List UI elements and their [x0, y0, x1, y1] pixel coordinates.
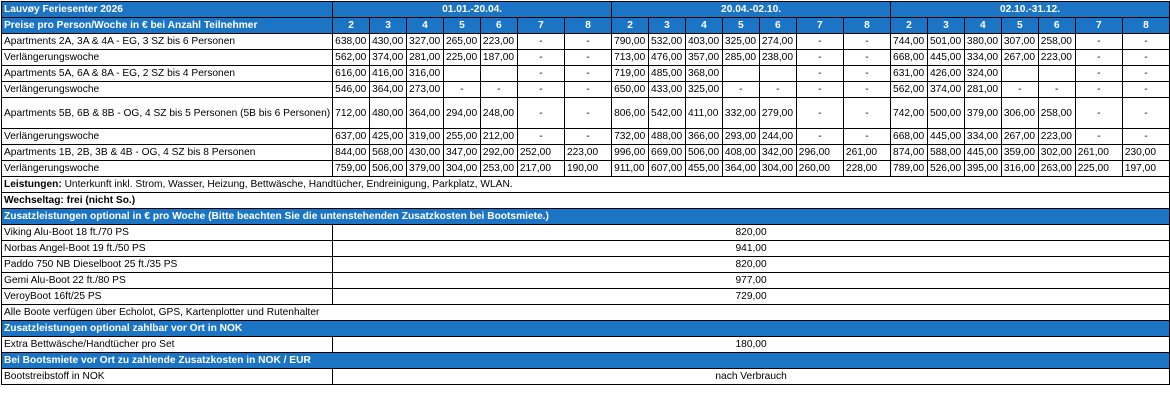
price-cell: 306,00 [1001, 98, 1038, 129]
price-cell: 430,00 [370, 34, 407, 50]
price-cell: - [796, 129, 843, 145]
price-cell: 342,00 [759, 145, 796, 161]
price-cell: 368,00 [685, 66, 722, 82]
price-cell: - [443, 82, 480, 98]
boat-price: 941,00 [333, 241, 1170, 257]
price-cell: - [1075, 34, 1122, 50]
boat-price: 820,00 [333, 257, 1170, 273]
price-cell: 281,00 [407, 50, 444, 66]
person-count-header: 3 [649, 18, 686, 34]
price-cell: 304,00 [443, 161, 480, 177]
price-row [2, 66, 1170, 82]
person-count-header: 4 [407, 18, 444, 34]
price-cell: 506,00 [685, 145, 722, 161]
price-cell: - [796, 34, 843, 50]
price-cell [1038, 66, 1075, 82]
person-count-header: 6 [480, 18, 517, 34]
price-cell: - [1122, 34, 1169, 50]
price-cell: 316,00 [1001, 161, 1038, 177]
boats-header-row [2, 209, 1170, 225]
apartment-label: Apartments 5B, 6B & 8B - OG, 4 SZ bis 5 Personen (5B bis 6 Personen) [2, 98, 333, 129]
apartment-label: Verlängerungswoche [2, 161, 333, 177]
price-cell: - [1075, 66, 1122, 82]
price-cell: 485,00 [649, 66, 686, 82]
price-cell: 379,00 [964, 98, 1001, 129]
boat-name: Viking Alu-Boot 18 ft./70 PS [2, 225, 333, 241]
price-cell: - [517, 82, 564, 98]
price-cell: 669,00 [649, 145, 686, 161]
price-cell: 325,00 [722, 34, 759, 50]
price-cell: 248,00 [480, 98, 517, 129]
season-header: 20.04.-02.10. [612, 2, 891, 18]
wechseltag-label: Wechseltag: [4, 195, 64, 206]
price-cell: 267,00 [1001, 50, 1038, 66]
price-cell: 488,00 [649, 129, 686, 145]
price-cell: 225,00 [1075, 161, 1122, 177]
season-header: 01.01.-20.04. [333, 2, 612, 18]
price-cell: 445,00 [927, 50, 964, 66]
price-cell: 265,00 [443, 34, 480, 50]
apartment-label: Verlängerungswoche [2, 50, 333, 66]
price-cell: 258,00 [1038, 98, 1075, 129]
wechseltag-row [2, 193, 1170, 209]
price-cell: 911,00 [612, 161, 649, 177]
price-cell: 526,00 [927, 161, 964, 177]
price-cell: 395,00 [964, 161, 1001, 177]
price-cell: 334,00 [964, 129, 1001, 145]
price-cell: 374,00 [927, 82, 964, 98]
price-cell: 732,00 [612, 129, 649, 145]
person-count-header: 4 [685, 18, 722, 34]
boat-price: 820,00 [333, 225, 1170, 241]
boat-price: 729,00 [333, 289, 1170, 305]
price-cell: 874,00 [891, 145, 928, 161]
price-cell: 425,00 [370, 129, 407, 145]
price-cell: - [480, 82, 517, 98]
price-cell: 506,00 [370, 161, 407, 177]
price-cell: - [564, 66, 611, 82]
price-cell: 562,00 [891, 82, 928, 98]
price-cell: - [843, 129, 890, 145]
apartment-label: Apartments 1B, 2B, 3B & 4B - OG, 4 SZ bis 8 Personen [2, 145, 333, 161]
price-cell: 806,00 [612, 98, 649, 129]
extra-header: Bei Bootsmiete vor Ort zu zahlende Zusatzkosten in NOK / EUR [2, 353, 1170, 369]
price-cell: - [1122, 66, 1169, 82]
price-cell: 334,00 [964, 50, 1001, 66]
price-cell: 546,00 [333, 82, 370, 98]
boat-row [2, 257, 1170, 273]
price-cell [480, 66, 517, 82]
apartment-label: Verlängerungswoche [2, 82, 333, 98]
price-cell: 302,00 [1038, 145, 1075, 161]
boat-name: Norbas Angel-Boot 19 ft./50 PS [2, 241, 333, 257]
leistungen-label: Leistungen: [4, 179, 62, 190]
price-cell: 357,00 [685, 50, 722, 66]
wechseltag-text: frei (nicht So.) [66, 195, 136, 206]
price-cell: 742,00 [891, 98, 928, 129]
person-count-header: 5 [443, 18, 480, 34]
price-cell: 476,00 [649, 50, 686, 66]
price-cell: 261,00 [1075, 145, 1122, 161]
price-cell: 244,00 [759, 129, 796, 145]
price-cell: 668,00 [891, 129, 928, 145]
price-row [2, 34, 1170, 50]
price-cell: 380,00 [964, 34, 1001, 50]
boat-name: Paddo 750 NB Dieselboot 25 ft./35 PS [2, 257, 333, 273]
person-count-header: 2 [612, 18, 649, 34]
price-cell: 325,00 [685, 82, 722, 98]
price-cell: 217,00 [517, 161, 564, 177]
boat-row [2, 273, 1170, 289]
price-cell: 455,00 [685, 161, 722, 177]
person-count-header: 6 [759, 18, 796, 34]
price-cell: - [517, 129, 564, 145]
price-cell: 212,00 [480, 129, 517, 145]
boats-note: Alle Boote verfügen über Echolot, GPS, Kartenplotter und Rutenhalter [2, 305, 1170, 321]
price-cell: 426,00 [927, 66, 964, 82]
header-row-persons [2, 18, 1170, 34]
price-cell: 223,00 [1038, 129, 1075, 145]
wechseltag-cell [2, 193, 1170, 209]
person-count-header: 3 [370, 18, 407, 34]
price-cell: 759,00 [333, 161, 370, 177]
price-cell: 292,00 [480, 145, 517, 161]
price-cell: 403,00 [685, 34, 722, 50]
price-cell: 253,00 [480, 161, 517, 177]
price-cell: - [564, 82, 611, 98]
price-cell: 638,00 [333, 34, 370, 50]
price-cell: - [1038, 82, 1075, 98]
nok-item-name: Extra Bettwäsche/Handtücher pro Set [2, 337, 333, 353]
price-cell: 408,00 [722, 145, 759, 161]
price-cell: 416,00 [370, 66, 407, 82]
price-cell: 445,00 [927, 129, 964, 145]
price-cell: 562,00 [333, 50, 370, 66]
nok-header-row [2, 321, 1170, 337]
price-row [2, 98, 1170, 129]
price-row [2, 145, 1170, 161]
price-cell: 190,00 [564, 161, 611, 177]
apartment-label: Apartments 5A, 6A & 8A - EG, 2 SZ bis 4 Personen [2, 66, 333, 82]
price-cell: 542,00 [649, 98, 686, 129]
price-cell: 267,00 [1001, 129, 1038, 145]
price-cell: 347,00 [443, 145, 480, 161]
price-cell: 637,00 [333, 129, 370, 145]
price-cell: - [722, 82, 759, 98]
price-cell: 187,00 [480, 50, 517, 66]
price-cell: 616,00 [333, 66, 370, 82]
price-cell: 588,00 [927, 145, 964, 161]
price-cell: 650,00 [612, 82, 649, 98]
boat-row [2, 225, 1170, 241]
price-cell: - [759, 82, 796, 98]
price-cell: 281,00 [964, 82, 1001, 98]
price-cell: - [1001, 82, 1038, 98]
price-cell: 500,00 [927, 98, 964, 129]
leistungen-text: Unterkunft inkl. Strom, Wasser, Heizung, Bettwäsche, Handtücher, Endreinigung, Parkplatz, WLAN. [64, 179, 513, 190]
price-cell: 274,00 [759, 34, 796, 50]
price-cell: 263,00 [1038, 161, 1075, 177]
price-cell: - [1075, 50, 1122, 66]
price-cell: 379,00 [407, 161, 444, 177]
price-cell: 273,00 [407, 82, 444, 98]
price-cell: 228,00 [843, 161, 890, 177]
price-row [2, 161, 1170, 177]
price-cell: 327,00 [407, 34, 444, 50]
price-cell: - [1075, 98, 1122, 129]
price-cell: 316,00 [407, 66, 444, 82]
price-cell: 366,00 [685, 129, 722, 145]
price-cell: - [564, 129, 611, 145]
price-cell: - [517, 98, 564, 129]
extra-item-price: nach Verbrauch [333, 369, 1170, 385]
price-cell: - [517, 66, 564, 82]
person-count-header: 2 [333, 18, 370, 34]
person-count-header: 7 [1075, 18, 1122, 34]
price-cell [443, 66, 480, 82]
price-cell: - [843, 98, 890, 129]
price-cell: 324,00 [964, 66, 1001, 82]
price-cell: - [796, 50, 843, 66]
header-row-title [2, 2, 1170, 18]
price-cell [759, 66, 796, 82]
price-row [2, 82, 1170, 98]
price-cell: 223,00 [480, 34, 517, 50]
price-cell: - [564, 34, 611, 50]
price-cell: - [517, 50, 564, 66]
price-cell: 607,00 [649, 161, 686, 177]
price-cell: 501,00 [927, 34, 964, 50]
apartment-label: Verlängerungswoche [2, 129, 333, 145]
price-cell: 225,00 [443, 50, 480, 66]
apartment-label: Apartments 2A, 3A & 4A - EG, 3 SZ bis 6 Personen [2, 34, 333, 50]
nok-row [2, 337, 1170, 353]
price-cell: - [517, 34, 564, 50]
person-count-header: 3 [927, 18, 964, 34]
price-cell: 996,00 [612, 145, 649, 161]
price-cell: - [796, 66, 843, 82]
price-cell: 374,00 [370, 50, 407, 66]
price-cell: 430,00 [407, 145, 444, 161]
price-cell: 223,00 [1038, 50, 1075, 66]
boats-note-row [2, 305, 1170, 321]
price-cell: 252,00 [517, 145, 564, 161]
price-cell: 260,00 [796, 161, 843, 177]
price-cell: - [1075, 82, 1122, 98]
price-cell: 532,00 [649, 34, 686, 50]
price-cell: - [1075, 129, 1122, 145]
price-cell: 296,00 [796, 145, 843, 161]
price-cell: 319,00 [407, 129, 444, 145]
price-cell: 285,00 [722, 50, 759, 66]
person-count-header: 7 [517, 18, 564, 34]
price-cell: - [843, 66, 890, 82]
price-cell: - [796, 82, 843, 98]
leistungen-row [2, 177, 1170, 193]
price-cell: 433,00 [649, 82, 686, 98]
price-row [2, 50, 1170, 66]
season-header: 02.10.-31.12. [891, 2, 1170, 18]
price-cell: 411,00 [685, 98, 722, 129]
price-cell: 712,00 [333, 98, 370, 129]
boat-price: 977,00 [333, 273, 1170, 289]
boat-row [2, 289, 1170, 305]
price-cell: 364,00 [407, 98, 444, 129]
price-cell: 294,00 [443, 98, 480, 129]
price-table [1, 1, 1170, 385]
price-cell: - [1122, 98, 1169, 129]
price-cell: - [843, 50, 890, 66]
price-cell: 668,00 [891, 50, 928, 66]
person-count-header: 5 [722, 18, 759, 34]
price-cell: 230,00 [1122, 145, 1169, 161]
boat-row [2, 241, 1170, 257]
price-cell [722, 66, 759, 82]
price-cell: - [843, 82, 890, 98]
price-cell: 568,00 [370, 145, 407, 161]
person-count-header: 4 [964, 18, 1001, 34]
price-cell: - [564, 98, 611, 129]
price-cell: 304,00 [759, 161, 796, 177]
price-cell: 445,00 [964, 145, 1001, 161]
price-cell: - [1122, 50, 1169, 66]
price-cell: 223,00 [564, 145, 611, 161]
person-count-header: 6 [1038, 18, 1075, 34]
price-row [2, 129, 1170, 145]
person-count-header: 8 [1122, 18, 1169, 34]
price-cell: 307,00 [1001, 34, 1038, 50]
price-cell: 744,00 [891, 34, 928, 50]
price-cell: - [1122, 129, 1169, 145]
extra-row [2, 369, 1170, 385]
person-count-header: 5 [1001, 18, 1038, 34]
price-cell: 258,00 [1038, 34, 1075, 50]
person-count-header: 8 [564, 18, 611, 34]
price-cell: - [796, 98, 843, 129]
sheet-title: Lauvøy Feriesenter 2026 [2, 2, 333, 18]
person-count-header: 2 [891, 18, 928, 34]
leistungen-cell [2, 177, 1170, 193]
nok-item-price: 180,00 [333, 337, 1170, 353]
price-cell: 238,00 [759, 50, 796, 66]
price-cell: 790,00 [612, 34, 649, 50]
price-cell: 631,00 [891, 66, 928, 82]
nok-header: Zusatzleistungen optional zahlbar vor Ort in NOK [2, 321, 1170, 337]
price-cell: 261,00 [843, 145, 890, 161]
person-count-header: 7 [796, 18, 843, 34]
price-cell [1001, 66, 1038, 82]
price-cell: 364,00 [370, 82, 407, 98]
price-cell: - [843, 34, 890, 50]
price-cell: 255,00 [443, 129, 480, 145]
boat-name: Gemi Alu-Boot 22 ft./80 PS [2, 273, 333, 289]
extra-header-row [2, 353, 1170, 369]
price-cell: 713,00 [612, 50, 649, 66]
price-cell: 332,00 [722, 98, 759, 129]
price-cell: 293,00 [722, 129, 759, 145]
boats-header: Zusatzleistungen optional in € pro Woche (Bitte beachten Sie die untenstehenden Zusatzkosten bei Bootsmiete.) [2, 209, 1170, 225]
sheet-subtitle: Preise pro Person/Woche in € bei Anzahl Teilnehmer [2, 18, 333, 34]
price-cell: 279,00 [759, 98, 796, 129]
person-count-header: 8 [843, 18, 890, 34]
price-cell: 364,00 [722, 161, 759, 177]
price-cell: - [564, 50, 611, 66]
price-cell: 359,00 [1001, 145, 1038, 161]
price-cell: 844,00 [333, 145, 370, 161]
price-cell: - [1122, 82, 1169, 98]
extra-item-name: Bootstreibstoff in NOK [2, 369, 333, 385]
price-cell: 789,00 [891, 161, 928, 177]
price-cell: 197,00 [1122, 161, 1169, 177]
boat-name: VeroyBoot 16ft/25 PS [2, 289, 333, 305]
price-cell: 719,00 [612, 66, 649, 82]
price-cell: 480,00 [370, 98, 407, 129]
